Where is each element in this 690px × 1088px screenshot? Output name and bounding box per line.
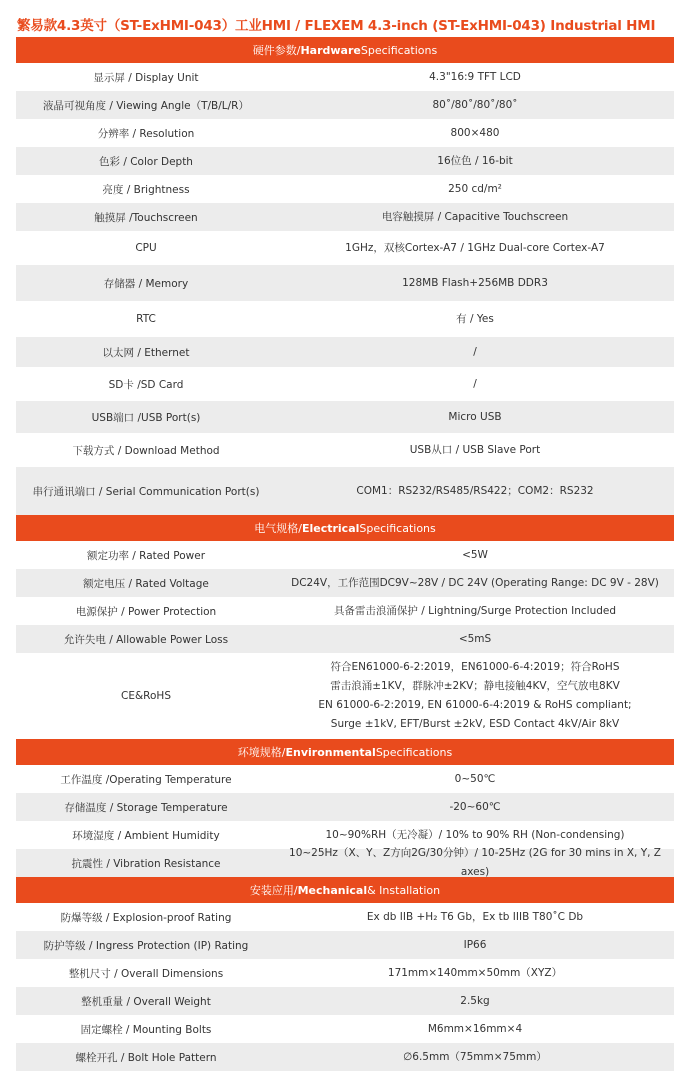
spec-row [16,903,674,931]
spec-value [276,152,674,171]
spec-value [276,1020,674,1039]
spec-value [276,208,674,227]
spec-value [276,992,674,1011]
section-title-en: Specifications [360,43,438,57]
section-title-cn: 电气规格/ [254,522,302,535]
spec-value-line: 800×480 [450,126,500,139]
spec-value-line: 10~90%RH（无冷凝）/ 10% to 90% RH (Non-condensing) [325,828,625,841]
spec-value [276,770,674,789]
spec-row [16,931,674,959]
spec-value-line: COM1：RS232/RS485/RS422；COM2：RS232 [356,484,594,497]
spec-label: 下载方式 / Download Method [72,444,220,457]
spec-row [16,367,674,401]
spec-value [276,239,674,258]
spec-table [16,37,674,1071]
section-title-en: & Installation [367,883,441,897]
spec-row [16,849,674,877]
spec-label: 存储温度 / Storage Temperature [64,801,228,814]
spec-value [276,274,674,293]
spec-value [276,658,674,734]
spec-label: 防爆等级 / Explosion-proof Rating [60,911,232,924]
section-title-cn: 安装应用/ [249,884,298,897]
spec-value [276,826,674,845]
spec-value-line: 0~50℃ [454,772,496,785]
spec-value [276,936,674,955]
spec-row [16,337,674,367]
spec-row [16,569,674,597]
spec-value-line: EN 61000-6-2:2019, EN 61000-6-4:2019 & RoHS compliant; [318,699,632,711]
spec-value [276,798,674,817]
spec-row [16,301,674,337]
spec-value-line: Micro USB [448,410,502,423]
spec-label: 环境湿度 / Ambient Humidity [72,829,220,842]
spec-label: 液晶可视角度 / Viewing Angle（T/B/L/R） [43,99,249,112]
spec-value-line: 符合EN61000-6-2:2019，EN61000-6-4:2019；符合RoHS [330,661,620,673]
spec-row [16,433,674,467]
spec-value-line: 电容触摸屏 / Capacitive Touchscreen [381,210,569,223]
spec-row [16,175,674,203]
spec-value [276,375,674,394]
spec-value [276,68,674,87]
spec-label: 工作温度 /Operating Temperature [60,773,232,786]
spec-label: 固定螺栓 / Mounting Bolts [80,1023,212,1036]
spec-row [16,959,674,987]
spec-label: 存储器 / Memory [103,277,189,290]
spec-value [276,546,674,565]
spec-value [276,96,674,115]
spec-value-line: Surge ±1kV, EFT/Burst ±2kV, ESD Contact 4kV/Air 8kV [330,718,620,730]
spec-value-line: / [473,345,477,358]
section-header [16,739,674,765]
spec-label: 触摸屏 /Touchscreen [94,211,198,224]
spec-row [16,265,674,301]
spec-row [16,987,674,1015]
spec-value-line: 2.5kg [460,994,490,1007]
spec-row [16,765,674,793]
spec-row [16,63,674,91]
spec-value [276,441,674,460]
spec-value-line: 16位色 / 16-bit [437,154,513,167]
section-title-en-bold: Electrical [301,521,360,535]
spec-value-line: 10~25Hz（X、Y、Z方向2G/30分钟）/ 10-25Hz (2G for 30 mins in X, Y, Z axes) [289,847,661,878]
spec-value [276,343,674,362]
spec-row [16,147,674,175]
spec-value-line: 1GHz，双核Cortex-A7 / 1GHz Dual-core Cortex-A7 [345,241,605,254]
spec-label: 亮度 / Brightness [102,183,190,196]
spec-value-line: IP66 [463,938,487,951]
spec-value-line: -20~60℃ [449,800,501,813]
spec-row [16,793,674,821]
spec-label: 分辨率 / Resolution [97,127,195,140]
spec-value [276,844,674,882]
spec-label: 显示屏 / Display Unit [93,71,199,84]
spec-label: USB端口 /USB Port(s) [91,411,201,424]
spec-row [16,653,674,739]
spec-value-line: 雷击浪涌±1KV，群脉冲±2KV；静电接触4KV，空气放电8KV [330,680,620,692]
spec-value [276,180,674,199]
spec-label: 串行通讯端口 / Serial Communication Port(s) [32,485,260,498]
spec-value [276,408,674,427]
spec-label: 电源保护 / Power Protection [75,605,217,618]
spec-value-line: ∅6.5mm（75mm×75mm） [403,1050,547,1063]
spec-label: 抗震性 / Vibration Resistance [71,857,221,870]
spec-row [16,1015,674,1043]
section-header [16,515,674,541]
spec-value [276,602,674,621]
spec-value-line: 4.3"16:9 TFT LCD [429,70,521,83]
spec-label: CPU [135,242,157,254]
spec-row [16,401,674,433]
spec-label: 螺栓开孔 / Bolt Hole Pattern [75,1051,217,1064]
spec-label: 额定功率 / Rated Power [86,549,206,562]
spec-value [276,482,674,501]
spec-value [276,124,674,143]
spec-value-line: / [473,377,477,390]
spec-value-line: DC24V，工作范围DC9V~28V / DC 24V (Operating Range: DC 9V - 28V) [291,576,659,589]
spec-label: 防护等级 / Ingress Protection (IP) Rating [43,939,249,952]
spec-label: 额定电压 / Rated Voltage [83,577,209,590]
spec-value-line: <5mS [458,632,492,645]
spec-value-line: <5W [462,548,488,561]
spec-value-line: 80˚/80˚/80˚/80˚ [432,98,518,111]
spec-row [16,231,674,265]
spec-row [16,119,674,147]
spec-row [16,625,674,653]
spec-value-line: 有 / Yes [456,312,494,325]
section-title-en: Specifications [359,521,436,535]
spec-row [16,541,674,569]
spec-value [276,1048,674,1067]
spec-value [276,574,674,593]
section-title-cn: 环境规格/ [237,746,286,759]
spec-row [16,467,674,515]
spec-value-line: 128MB Flash+256MB DDR3 [402,276,548,289]
spec-row [16,597,674,625]
spec-value-line: 250 cd/m² [448,182,502,195]
spec-value [276,630,674,649]
spec-label: RTC [136,313,156,325]
spec-label: 整机尺寸 / Overall Dimensions [68,967,224,980]
spec-value-line: M6mm×16mm×4 [427,1022,523,1035]
spec-value-line: 具备雷击浪涌保护 / Lightning/Surge Protection Included [333,604,617,617]
spec-row [16,203,674,231]
section-header [16,37,674,63]
spec-label: 允许失电 / Allowable Power Loss [63,633,229,646]
spec-label: 整机重量 / Overall Weight [81,995,211,1008]
spec-label: CE&RoHS [121,690,171,702]
spec-row [16,91,674,119]
spec-value-line: 171mm×140mm×50mm（XYZ） [387,966,563,979]
spec-label: 色彩 / Color Depth [99,155,193,168]
spec-value [276,908,674,927]
spec-value [276,310,674,329]
section-title-en: Specifications [375,745,453,759]
section-title-en-bold: Hardware [300,43,361,57]
spec-label: SD卡 /SD Card [108,378,184,391]
section-title-en-bold: Environmental [285,745,376,759]
spec-value-line: Ex db IIB +H₂ T6 Gb，Ex tb IIIB T80˚C Db [366,910,584,923]
page-title: 繁易款4.3英寸（ST-ExHMI-043）工业HMI / FLEXEM 4.3-inch (ST-ExHMI-043) Industrial HMI [17,18,656,34]
spec-value-line: USB从口 / USB Slave Port [409,443,541,456]
spec-row [16,1043,674,1071]
section-title-en-bold: Mechanical [297,883,368,897]
spec-label: 以太网 / Ethernet [102,346,190,359]
spec-value [276,964,674,983]
section-title-cn: 硬件参数/ [252,44,301,57]
